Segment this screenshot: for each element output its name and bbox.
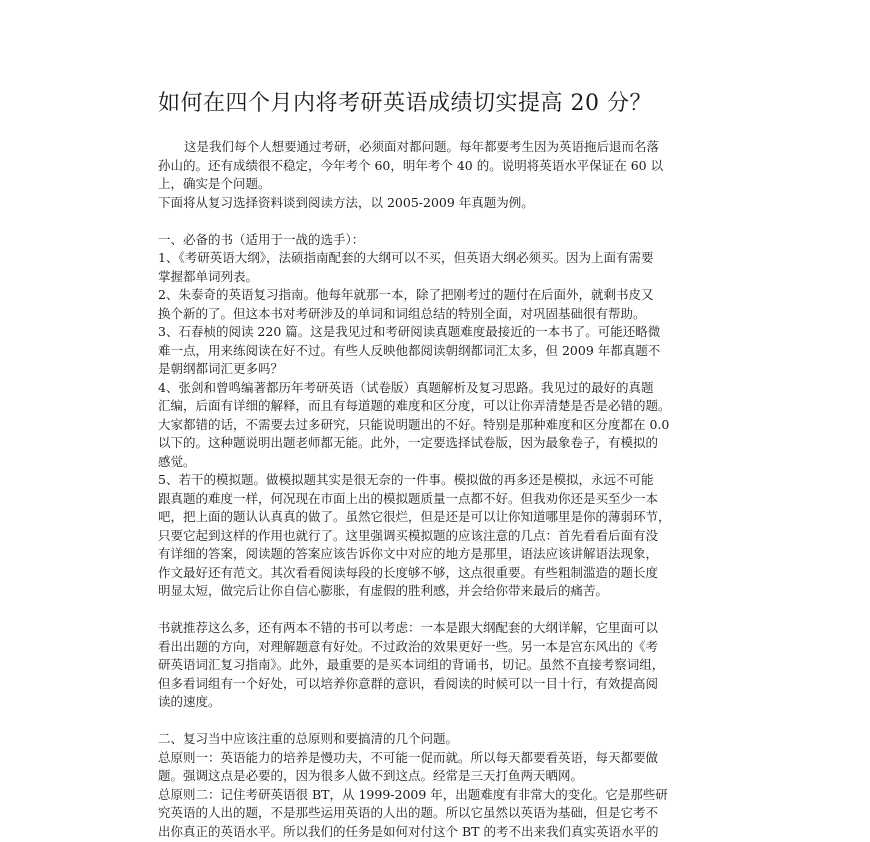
text-line: 大家都错的话，不需要去过多研究，只能说明题出的不好。特别是那种难度和区分度都在 0.0 xyxy=(158,416,670,432)
text-line: 4、张剑和曾鸣编著都历年考研英语（试卷版）真题解析及复习思路。我见过的最好的真题 xyxy=(158,379,654,395)
text-line: 题。强调这点是必要的，因为很多人做不到这点。经常是三天打鱼两天晒网。 xyxy=(158,768,584,783)
paragraph-gap xyxy=(158,212,870,231)
text-line: 跟真题的难度一样，何况现在市面上出的模拟题质量一点都不好。但我劝你还是买至少一本 xyxy=(158,490,659,506)
text-line: 总原则二：记住考研英语很 BT，从 1999-2009 年，出题难度有非常大的变化。它是那些研 xyxy=(158,786,668,802)
paragraph-gap xyxy=(158,712,870,731)
text-line: 究英语的人出的题，不是那些运用英语的人出的题。所以它虽然以英语为基础，但是它考不 xyxy=(158,805,659,820)
text-line: 汇编，后面有详细的解释，而且有每道题的难度和区分度，可以让你弄清楚是否是必错的题。 xyxy=(158,398,671,413)
text-line: 明显太短，做完后让你自信心膨胀，有虚假的胜利感，并会给你带来最后的痛苦。 xyxy=(158,583,609,598)
text-line: 只要它起到这样的作用也就行了。这里强调买模拟题的应该注意的几点：首先看看后面有没 xyxy=(158,527,659,543)
text-line: 难一点，用来练阅读在好不过。有些人反映他都阅读朝纲都词汇太多，但 2009 年都真题不 xyxy=(158,342,661,358)
text-line: 下面将从复习选择资料谈到阅读方法，以 2005-2009 年真题为例。 xyxy=(158,194,534,210)
text-line: 研英语词汇复习指南》。此外，最重要的是买本词组的背诵书，切记。虽然不直接考察词组， xyxy=(158,657,665,672)
text-line: 以下的。这种题说明出题老师都无能。此外，一定要选择试卷版，因为最象卷子，有模拟的 xyxy=(158,435,659,450)
text-line: 看出出题的方向，对理解题意有好处。不过政治的效果更好一些。另一本是宫东风出的《考 xyxy=(158,638,659,654)
text-line: 5、若干的模拟题。做模拟题其实是很无奈的一件事。模拟做的再多还是模拟，永远不可能 xyxy=(158,472,654,487)
text-line: 出你真正的英语水平。所以我们的任务是如何对付这个 BT 的考不出来我们真实英语水平的 xyxy=(158,823,659,839)
text-line: 上，确实是个问题。 xyxy=(158,176,271,191)
text-line: 3、石春桢的阅读 220 篇。这是我见过和考研阅读真题难度最接近的一本书了。可能还略微 xyxy=(158,324,661,339)
text-line: 掌握都单词列表。 xyxy=(158,268,259,284)
text-line: 吧，把上面的题认认真真的做了。虽然它很烂，但是还是可以让你知道哪里是你的薄弱环节， xyxy=(158,509,671,524)
section-heading: 一、必备的书（适用于一战的选手）： xyxy=(158,231,365,247)
document-body xyxy=(158,138,870,841)
text-line: 换个新的了。但这本书对考研涉及的单词和词组总结的特别全面，对巩固基础很有帮助。 xyxy=(158,305,646,321)
text-line: 孙山的。还有成绩很不稳定，今年考个 60，明年考个 40 的。说明将英语水平保证在 60 以 xyxy=(158,157,664,173)
text-line: 有详细的答案，阅读题的答案应该告诉你文中对应的地方是那里，语法应该讲解语法现象， xyxy=(158,546,659,561)
text-line: 作文最好还有范文。其次看看阅读每段的长度够不够，这点很重要。有些粗制滥造的题长度 xyxy=(158,564,659,580)
text-line: 是朝纲都词汇更多吗？ xyxy=(158,361,284,376)
text-line: 2、朱泰奇的英语复习指南。他每年就那一本，除了把刚考过的题付在后面外，就剩书皮又 xyxy=(158,287,654,302)
section-heading: 二、复习当中应该注重的总原则和要搞清的几个问题。 xyxy=(158,731,459,746)
text-line: 但多看词组有一个好处，可以培养你意群的意识，看阅读的时候可以一目十行，有效提高阅 xyxy=(158,675,659,691)
paragraph-gap xyxy=(158,601,870,620)
text-line: 感觉。 xyxy=(158,453,196,469)
text-line: 读的速度。 xyxy=(158,694,221,709)
text-line: 总原则一：英语能力的培养是慢功夫，不可能一促而就。所以每天都要看英语，每天都要做 xyxy=(158,749,659,765)
text-line: 这是我们每个人想要通过考研，必须面对都问题。每年都要考生因为英语拖后退而名落 xyxy=(184,139,660,154)
text-line: 1、《考研英语大纲》，法硕指南配套的大纲可以不买，但英语大纲必须买。因为上面有需要 xyxy=(158,250,654,265)
document-title: 如何在四个月内将考研英语成绩切实提高 20 分？ xyxy=(158,91,652,116)
text-line: 书就推荐这么多，还有两本不错的书可以考虑：一本是跟大纲配套的大纲详解，它里面可以 xyxy=(158,620,659,635)
